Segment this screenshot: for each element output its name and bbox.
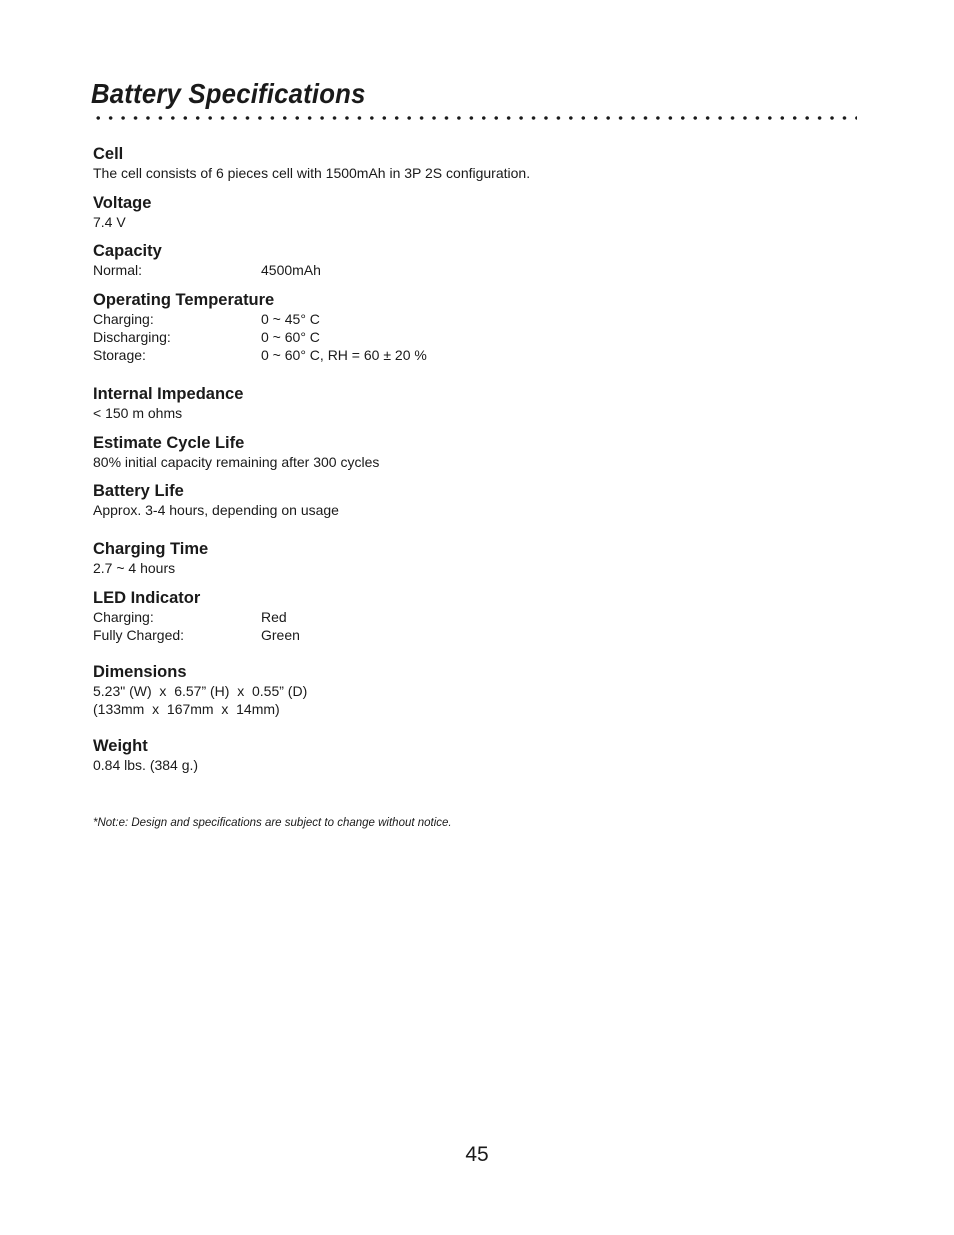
spec-row — [93, 608, 300, 626]
dimensions-metric: (133mm x 167mm x 14mm) — [93, 701, 280, 717]
charging-time-section — [93, 540, 208, 577]
weight-text: 0.84 lbs. (384 g.) — [93, 757, 199, 773]
voltage-text: 7.4 V — [93, 214, 126, 230]
spec-row — [93, 346, 427, 364]
footnote: *Not:e: Design and specifications are subject to change without notice. — [93, 817, 452, 829]
battery-life-text: Approx. 3-4 hours, depending on usage — [93, 502, 339, 518]
led-indicator-section — [93, 589, 300, 644]
cycle-life-text: 80% initial capacity remaining after 300 cycles — [93, 454, 380, 470]
spec-value: Green — [261, 627, 300, 643]
spec-label: Charging: — [93, 311, 154, 327]
page-number: 45 — [465, 1143, 489, 1166]
cell-heading: Cell — [93, 145, 124, 163]
cycle-life-section — [93, 434, 379, 471]
operating-temperature-heading: Operating Temperature — [93, 291, 275, 309]
cycle-life-heading: Estimate Cycle Life — [93, 434, 245, 452]
spec-value: 0 ~ 60° C — [261, 329, 320, 345]
dimensions-section — [93, 663, 307, 718]
spec-value: Red — [261, 609, 287, 625]
spec-row — [93, 261, 321, 279]
charging-time-text: 2.7 ~ 4 hours — [93, 560, 176, 576]
cell-text: The cell consists of 6 pieces cell with 1500mAh in 3P 2S configuration. — [93, 165, 531, 181]
spec-label: Fully Charged: — [93, 627, 185, 643]
spec-row — [93, 310, 427, 328]
spec-row — [93, 328, 427, 346]
dotted-divider — [92, 116, 857, 120]
spec-value: 0 ~ 45° C — [261, 311, 320, 327]
battery-life-section — [93, 482, 339, 519]
capacity-section — [93, 242, 321, 279]
operating-temperature-section — [93, 291, 427, 364]
spec-row — [93, 626, 300, 644]
internal-impedance-text: < 150 m ohms — [93, 405, 183, 421]
voltage-heading: Voltage — [93, 194, 152, 212]
spec-value: 0 ~ 60° C, RH = 60 ± 20 % — [261, 347, 427, 363]
dimensions-imperial: 5.23" (W) x 6.57” (H) x 0.55” (D) — [93, 683, 308, 699]
spec-label: Normal: — [93, 262, 143, 278]
page-title: Battery Specifications — [91, 78, 366, 109]
weight-heading: Weight — [93, 737, 148, 755]
internal-impedance-heading: Internal Impedance — [93, 385, 244, 403]
cell-section — [93, 145, 530, 182]
battery-life-heading: Battery Life — [93, 482, 184, 500]
spec-value: 4500mAh — [261, 262, 321, 278]
weight-section — [93, 737, 198, 774]
dimensions-heading: Dimensions — [93, 663, 187, 681]
led-indicator-heading: LED Indicator — [93, 589, 201, 607]
spec-label: Charging: — [93, 609, 154, 625]
internal-impedance-section — [93, 385, 243, 422]
charging-time-heading: Charging Time — [93, 540, 209, 558]
voltage-section — [93, 194, 151, 231]
capacity-heading: Capacity — [93, 242, 162, 260]
spec-label: Storage: — [93, 347, 146, 363]
spec-label: Discharging: — [93, 329, 171, 345]
